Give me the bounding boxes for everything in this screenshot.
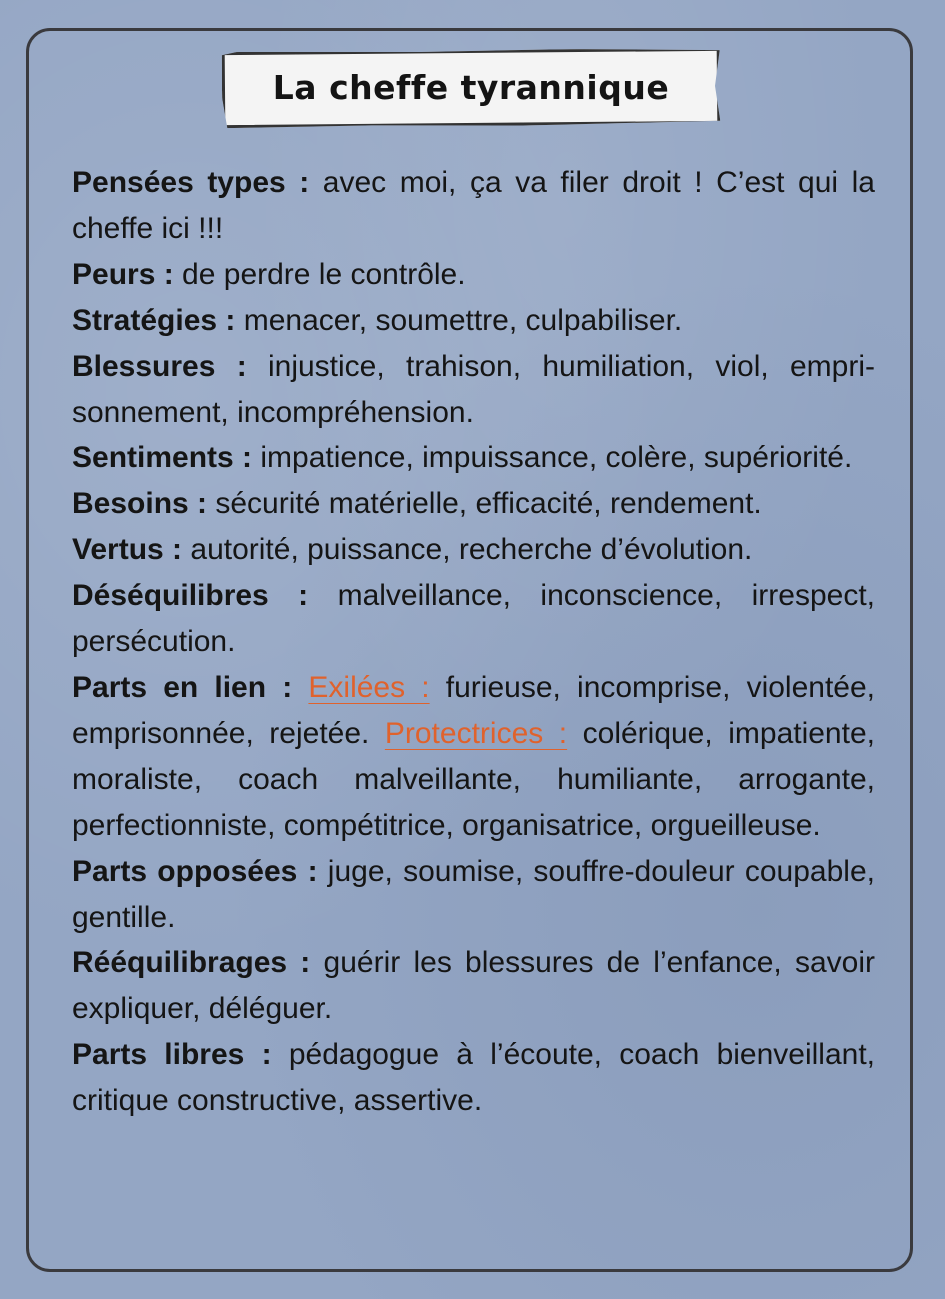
entry-text: menacer, soumettre, culpabiliser. <box>235 303 683 337</box>
entry-sentiments <box>72 435 875 481</box>
entry-label: Vertus : <box>72 533 183 567</box>
entry-text: avec moi, ça va filer droit ! C’est qui la cheffe ici !!! <box>72 166 875 245</box>
entry-label: Rééquilibrages : <box>72 946 311 980</box>
card-title: La cheffe tyrannique <box>272 68 670 107</box>
entry-blessures <box>72 344 875 436</box>
entry-label: Parts en lien : <box>72 670 293 704</box>
entry-besoins <box>72 481 875 527</box>
entry-text: sécurité matérielle, efficacité, rendement. <box>207 487 762 521</box>
entry-label: Sentiments : <box>72 441 253 475</box>
entry-text: guérir les blessures de l’enfance, savoir expliquer, déléguer. <box>72 946 875 1026</box>
entry-vertus <box>72 527 875 573</box>
entry-text: autorité, puissance, recherche d’évolution. <box>182 533 753 567</box>
entry-label: Parts libres : <box>72 1038 272 1072</box>
card-content <box>72 160 875 1124</box>
entry-text: de perdre le contrôle. <box>173 257 466 291</box>
entry-parts-en-lien <box>72 665 875 849</box>
entry-desequilibres <box>72 573 875 665</box>
entry-text: malveillance, inconscience, irrespect, persécution. <box>72 579 875 659</box>
entry-text: furieuse, incomprise, violentée, emprisonnée, rejetée. <box>72 670 875 750</box>
entry-text: pédagogue à l’écoute, coach bienveillant, critique constructive, assertive. <box>72 1038 876 1118</box>
entry-reequilibrages <box>72 940 875 1032</box>
entry-label: Peurs : <box>72 257 174 291</box>
entry-text: impatience, impuissance, colère, supériorité. <box>252 441 853 475</box>
entry-label: Besoins : <box>72 487 208 521</box>
sublabel-protectrices: Protectrices : <box>384 716 568 750</box>
entry-peurs <box>72 252 875 298</box>
sublabel-exilees: Exilées : <box>308 670 430 704</box>
entry-text: juge, soumise, souffre-douleur coupable, gentille. <box>72 854 875 934</box>
entry-parts-opposees <box>72 849 875 941</box>
entry-label: Déséquilibres : <box>72 579 309 613</box>
entry-text: injustice, trahison, humiliation, viol, emprisonnement, incompréhension. <box>72 349 875 429</box>
entry-strategies <box>72 298 875 344</box>
entry-label: Parts opposées : <box>72 854 318 888</box>
entry-pensees-types <box>72 160 875 252</box>
entry-text: colérique, impatiente, moraliste, coach malveillante, humiliante, arrogante, perfectionniste, compétitrice, organisatrice, orgueilleuse. <box>72 716 875 842</box>
entry-label: Pensées types : <box>72 166 310 199</box>
entry-label: Stratégies : <box>72 303 236 337</box>
entry-parts-libres <box>72 1032 875 1124</box>
entry-label: Blessures : <box>72 349 247 383</box>
